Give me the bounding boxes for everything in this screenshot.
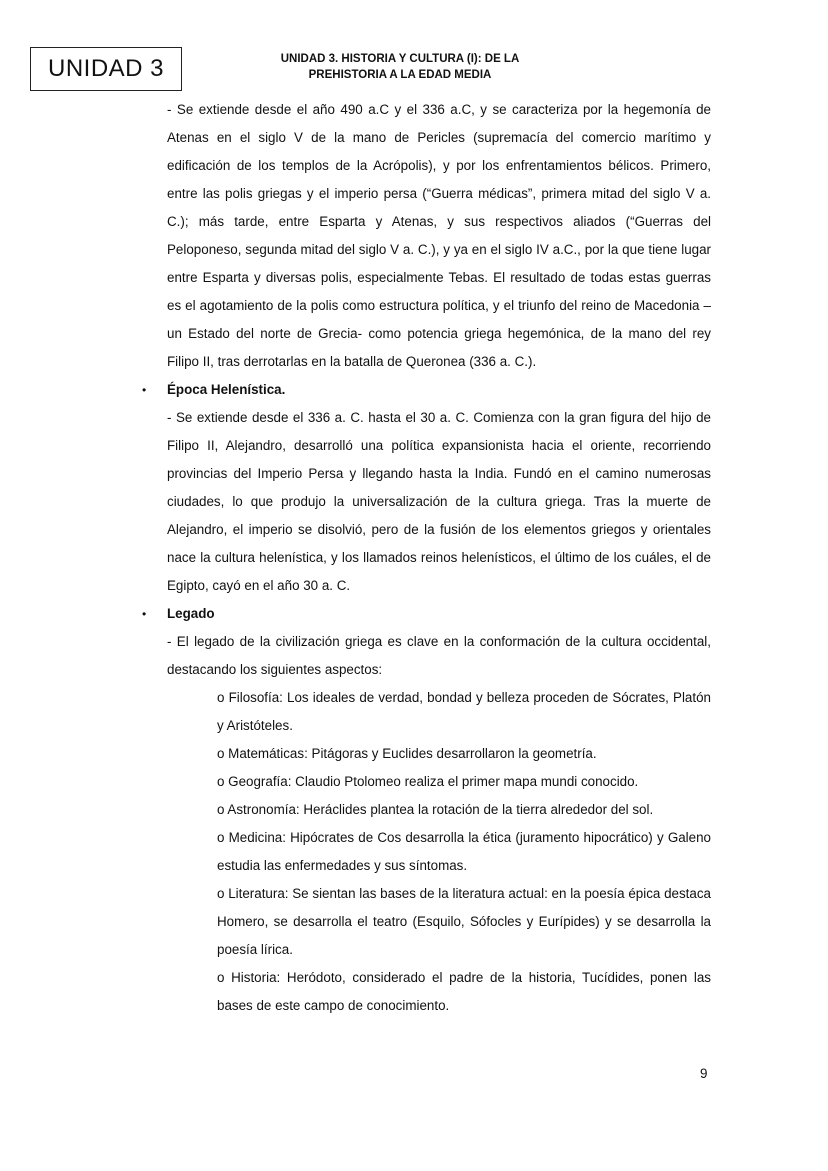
bullet-icon: • bbox=[142, 607, 147, 621]
legado-list bbox=[167, 684, 711, 1020]
unit-label-box bbox=[30, 47, 182, 91]
list-item: o Filosofía: Los ideales de verdad, bondad y belleza proceden de Sócrates, Platón y Aristóteles. bbox=[217, 690, 711, 733]
list-item: o Matemáticas: Pitágoras y Euclides desarrollaron la geometría. bbox=[217, 746, 597, 761]
section-heading-helenistica bbox=[142, 376, 711, 404]
section-paragraph-legado: - El legado de la civilización griega es clave en la conformación de la cultura occidental, destacando los siguientes aspectos: bbox=[167, 634, 711, 677]
page-content bbox=[142, 96, 711, 1020]
intro-paragraph: - Se extiende desde el año 490 a.C y el 336 a.C, y se caracteriza por la hegemonía de Atenas en el siglo V de la mano de Pericles (supremacía del comercio marítimo y edificación de los templos de la Acrópolis), y por los enfrentamientos bélicos. Primero, entre las polis griegas y el imperio persa (“Guerra médicas”, primera mitad del siglo V a. C.); más tarde, entre Esparta y Atenas, y sus respectivos aliados (“Guerras del Peloponeso, segunda mitad del siglo V a. C.), y ya en el siglo IV a.C., por la que tiene lugar entre Esparta y diversas polis, especialmente Tebas. El resultado de todas estas guerras es el agotamiento de la polis como estructura política, y el triunfo del reino de Macedonia –un Estado del norte de Grecia- como potencia griega hegemónica, de la mano del rey Filipo II, tras derrotarlas en la batalla de Queronea (336 a. C.). bbox=[167, 102, 711, 369]
header-title-line1: UNIDAD 3. HISTORIA Y CULTURA (I): DE LA bbox=[280, 53, 520, 65]
section-heading-legado bbox=[142, 600, 711, 628]
header-title bbox=[250, 51, 550, 83]
list-item: o Geografía: Claudio Ptolomeo realiza el primer mapa mundi conocido. bbox=[217, 774, 639, 789]
page-number: 9 bbox=[700, 1066, 708, 1081]
list-item: o Historia: Heródoto, considerado el padre de la historia, Tucídides, ponen las bases de este campo de conocimiento. bbox=[217, 970, 711, 1013]
section-heading-text: Época Helenística. bbox=[167, 382, 286, 397]
bullet-icon: • bbox=[142, 383, 147, 397]
unit-label: UNIDAD 3 bbox=[47, 55, 165, 82]
list-item: o Literatura: Se sientan las bases de la literatura actual: en la poesía épica destaca Homero, se desarrolla el teatro (Esquilo, Sófocles y Eurípides) y se desarrolla la poesía lírica. bbox=[217, 886, 711, 957]
header-title-line2: PREHISTORIA A LA EDAD MEDIA bbox=[308, 69, 492, 81]
list-item: o Astronomía: Heráclides plantea la rotación de la tierra alrededor del sol. bbox=[217, 802, 654, 817]
section-heading-text: Legado bbox=[167, 606, 215, 621]
list-item: o Medicina: Hipócrates de Cos desarrolla la ética (juramento hipocrático) y Galeno estudia las enfermedades y sus síntomas. bbox=[217, 830, 711, 873]
section-paragraph-helenistica: - Se extiende desde el 336 a. C. hasta el 30 a. C. Comienza con la gran figura del hijo de Filipo II, Alejandro, desarrolló una política expansionista hacia el oriente, recorriendo provincias del Imperio Persa y llegando hasta la India. Fundó en el camino numerosas ciudades, lo que produjo la universalización de la cultura griega. Tras la muerte de Alejandro, el imperio se disolvió, pero de la fusión de los elementos griegos y orientales nace la cultura helenística, y los llamados reinos helenísticos, el último de los cuáles, el de Egipto, cayó en el año 30 a. C. bbox=[167, 410, 711, 593]
